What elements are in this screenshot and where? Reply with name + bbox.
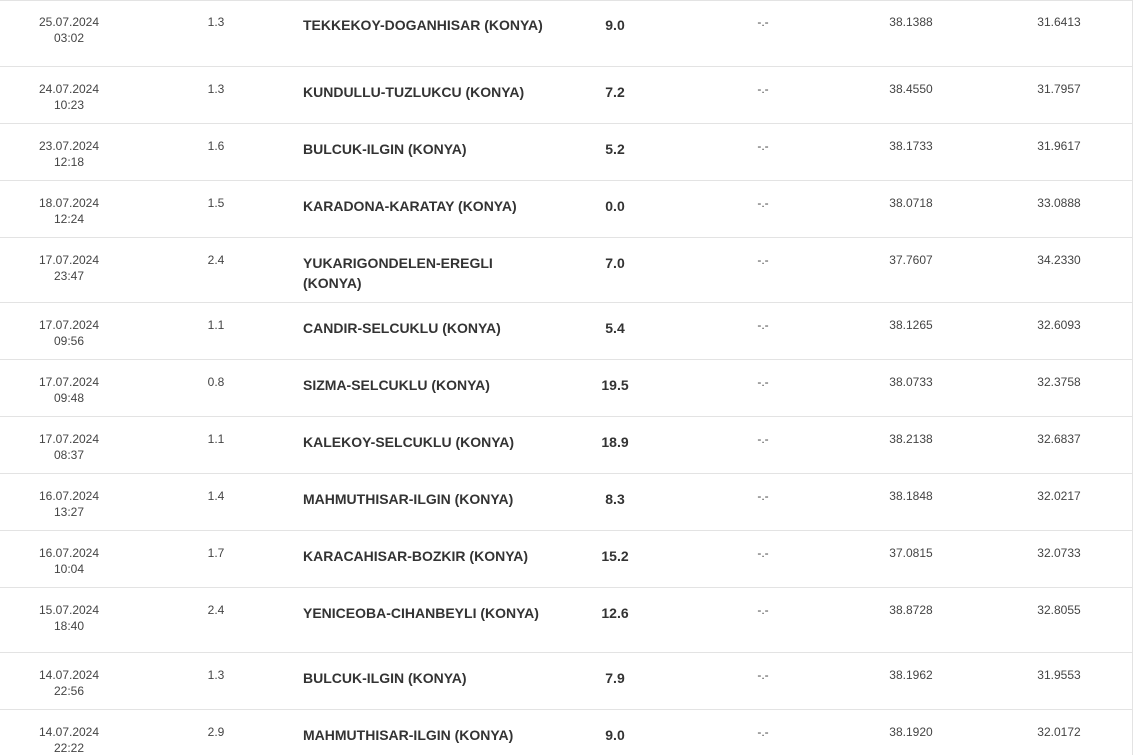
location-link[interactable]: SIZMA-SELCUKLU (KONYA) [303,377,490,393]
location-link[interactable]: YENICEOBA-CIHANBEYLI (KONYA) [303,605,539,621]
longitude-cell: 32.3758 [1037,375,1081,389]
longitude-cell: 34.2330 [1037,253,1081,267]
magnitude-cell: 1.7 [207,546,225,560]
location-link[interactable]: BULCUK-ILGIN (KONYA) [303,670,467,686]
date-time-cell [0,602,138,634]
intensity-cell: -.- [757,375,769,389]
date-text: 17.07.2024 [38,432,100,446]
latitude-cell: 38.0718 [889,196,933,210]
time-text: 23:47 [53,269,85,283]
location-link[interactable]: YUKARIGONDELEN-EREGLI (KONYA) [303,255,493,291]
date-text: 23.07.2024 [38,139,100,153]
location-link[interactable]: MAHMUTHISAR-ILGIN (KONYA) [303,491,514,507]
depth-cell: 18.9 [601,434,629,450]
time-text: 12:24 [53,212,85,226]
magnitude-cell: 0.8 [207,375,225,389]
latitude-cell: 38.1388 [889,15,933,29]
table-row[interactable] [0,588,1133,653]
date-text: 14.07.2024 [38,725,100,739]
intensity-cell: -.- [757,546,769,560]
date-time-cell [0,195,138,227]
location-link[interactable]: BULCUK-ILGIN (KONYA) [303,141,467,157]
longitude-cell: 32.0172 [1037,725,1081,739]
location-link[interactable]: MAHMUTHISAR-ILGIN (KONYA) [303,727,514,743]
intensity-cell: -.- [757,432,769,446]
time-text: 08:37 [53,448,85,462]
table-row[interactable] [0,360,1133,417]
magnitude-cell: 1.1 [207,432,225,446]
latitude-cell: 38.1848 [889,489,933,503]
location-link[interactable]: KARACAHISAR-BOZKIR (KONYA) [303,548,529,564]
date-time-cell [0,138,138,170]
table-row[interactable] [0,303,1133,360]
magnitude-cell: 1.1 [207,318,225,332]
longitude-cell: 31.9617 [1037,139,1081,153]
date-time-cell [0,317,138,349]
date-text: 14.07.2024 [38,668,100,682]
time-text: 10:23 [53,98,85,112]
date-text: 18.07.2024 [38,196,100,210]
date-time-cell [0,667,138,699]
latitude-cell: 38.2138 [889,432,933,446]
table-row[interactable] [0,124,1133,181]
time-text: 10:04 [53,562,85,576]
latitude-cell: 38.4550 [889,82,933,96]
magnitude-cell: 1.4 [207,489,225,503]
time-text: 12:18 [53,155,85,169]
date-time-cell [0,252,138,284]
date-time-cell [0,431,138,463]
intensity-cell: -.- [757,82,769,96]
longitude-cell: 32.0733 [1037,546,1081,560]
location-link[interactable]: CANDIR-SELCUKLU (KONYA) [303,320,501,336]
depth-cell: 7.9 [605,670,625,686]
depth-cell: 9.0 [605,727,625,743]
intensity-cell: -.- [757,196,769,210]
intensity-cell: -.- [757,139,769,153]
magnitude-cell: 1.3 [207,82,225,96]
location-link[interactable]: TEKKEKOY-DOGANHISAR (KONYA) [303,17,543,33]
time-text: 18:40 [53,619,85,633]
time-text: 22:22 [53,741,85,755]
intensity-cell: -.- [757,318,769,332]
longitude-cell: 31.9553 [1037,668,1081,682]
depth-cell: 5.2 [605,141,625,157]
intensity-cell: -.- [757,668,769,682]
date-text: 17.07.2024 [38,375,100,389]
latitude-cell: 38.1733 [889,139,933,153]
depth-cell: 8.3 [605,491,625,507]
longitude-cell: 31.6413 [1037,15,1081,29]
intensity-cell: -.- [757,15,769,29]
longitude-cell: 32.6837 [1037,432,1081,446]
date-text: 25.07.2024 [38,15,100,29]
date-time-cell [0,724,138,755]
table-row[interactable] [0,474,1133,531]
date-time-cell [0,488,138,520]
depth-cell: 7.2 [605,84,625,100]
longitude-cell: 32.8055 [1037,603,1081,617]
date-time-cell [0,374,138,406]
magnitude-cell: 2.4 [207,603,225,617]
table-row[interactable] [0,531,1133,588]
latitude-cell: 38.1265 [889,318,933,332]
table-row[interactable] [0,181,1133,238]
depth-cell: 15.2 [601,548,629,564]
time-text: 09:56 [53,334,85,348]
date-text: 16.07.2024 [38,489,100,503]
longitude-cell: 32.0217 [1037,489,1081,503]
table-row[interactable] [0,238,1133,303]
latitude-cell: 38.8728 [889,603,933,617]
intensity-cell: -.- [757,253,769,267]
depth-cell: 9.0 [605,17,625,33]
latitude-cell: 37.0815 [889,546,933,560]
location-link[interactable]: KALEKOY-SELCUKLU (KONYA) [303,434,515,450]
table-row[interactable] [0,653,1133,710]
latitude-cell: 38.1962 [889,668,933,682]
longitude-cell: 31.7957 [1037,82,1081,96]
longitude-cell: 32.6093 [1037,318,1081,332]
depth-cell: 5.4 [605,320,625,336]
intensity-cell: -.- [757,603,769,617]
date-time-cell [0,545,138,577]
depth-cell: 7.0 [605,255,625,271]
time-text: 03:02 [53,31,85,45]
table-row[interactable] [0,0,1133,67]
date-time-cell [0,14,138,46]
magnitude-cell: 2.9 [207,725,225,739]
time-text: 22:56 [53,684,85,698]
depth-cell: 19.5 [601,377,629,393]
depth-cell: 0.0 [605,198,625,214]
latitude-cell: 37.7607 [889,253,933,267]
table-row[interactable] [0,67,1133,124]
longitude-cell: 33.0888 [1037,196,1081,210]
table-row[interactable] [0,417,1133,474]
time-text: 13:27 [53,505,85,519]
date-text: 24.07.2024 [38,82,100,96]
magnitude-cell: 2.4 [207,253,225,267]
date-text: 17.07.2024 [38,318,100,332]
location-link[interactable]: KUNDULLU-TUZLUKCU (KONYA) [303,84,525,100]
magnitude-cell: 1.3 [207,15,225,29]
depth-cell: 12.6 [601,605,629,621]
date-text: 17.07.2024 [38,253,100,267]
time-text: 09:48 [53,391,85,405]
magnitude-cell: 1.3 [207,668,225,682]
date-text: 15.07.2024 [38,603,100,617]
latitude-cell: 38.0733 [889,375,933,389]
magnitude-cell: 1.5 [207,196,225,210]
intensity-cell: -.- [757,725,769,739]
latitude-cell: 38.1920 [889,725,933,739]
magnitude-cell: 1.6 [207,139,225,153]
table-row[interactable] [0,710,1133,755]
intensity-cell: -.- [757,489,769,503]
date-text: 16.07.2024 [38,546,100,560]
location-link[interactable]: KARADONA-KARATAY (KONYA) [303,198,517,214]
date-time-cell [0,81,138,113]
